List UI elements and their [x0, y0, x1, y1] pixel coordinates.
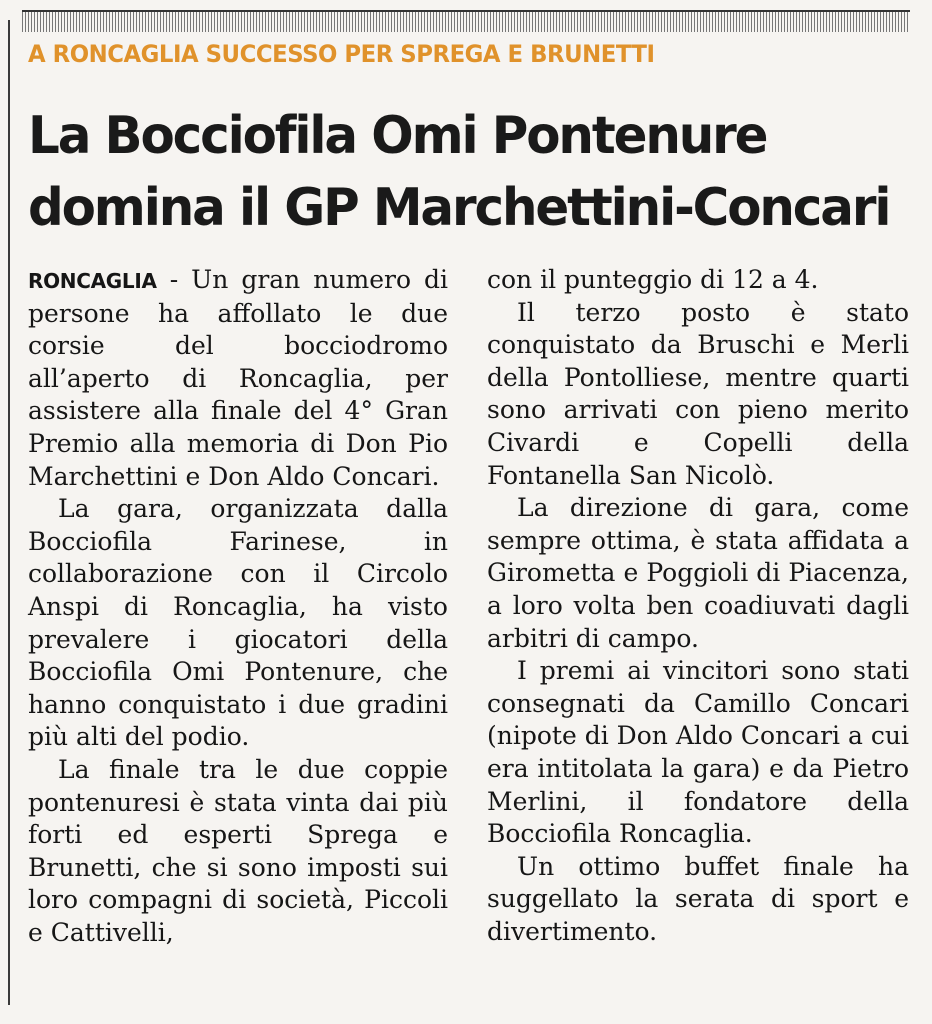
paragraph-3: La finale tra le due coppie pontenuresi è stata vinta dai più forti ed esperti Sprega e Brunetti, che si sono imposti sui loro compagni di società, Piccoli e Cattivelli,: [28, 754, 448, 947]
column-left: [28, 264, 448, 949]
dateline: RONCAGLIA: [28, 269, 157, 293]
top-rule-divider: [22, 10, 910, 32]
headline: [28, 100, 889, 244]
left-rule-divider: [8, 20, 10, 1005]
paragraph-7: Un ottimo buffet finale ha suggellato la serata di sport e divertimento.: [487, 851, 909, 946]
kicker: A RONCAGLIA SUCCESSO PER SPREGA E BRUNETTI: [28, 40, 655, 68]
headline-line-1: La Bocciofila Omi Pontenure: [28, 106, 767, 166]
paragraph-6: I premi ai vincitori sono stati consegnati da Camillo Concari (nipote di Don Aldo Concari a cui era intitolata la gara) e da Pietro Merlini, il fondatore della Bocciofila Roncaglia.: [487, 656, 909, 849]
column-right: [487, 264, 909, 948]
paragraph-2: La gara, organizzata dalla Bocciofila Farinese, in collaborazione con il Circolo Anspi di Roncaglia, ha visto prevalere i giocatori della Bocciofila Omi Pontenure, che hanno conquistato i due gradini più alti del podio.: [28, 494, 448, 752]
paragraph-5: La direzione di gara, come sempre ottima, è stata affidata a Girometta e Poggioli di Piacenza, a loro volta ben coadiuvati dagli arbitri di campo.: [487, 493, 909, 653]
paragraph-1-text: - Un gran numero di persone ha affollato le due corsie del bocciodromo all’aperto di Roncaglia, per assistere alla finale del 4° Gran Premio alla memoria di Don Pio Marchettini e Don Aldo Concari.: [28, 265, 448, 491]
paragraph-3-continued: con il punteggio di 12 a 4.: [487, 265, 819, 294]
paragraph-1: [28, 264, 448, 493]
paragraph-4: Il terzo posto è stato conquistato da Bruschi e Merli della Pontolliese, mentre quarti sono arrivati con pieno merito Civardi e Copelli della Fontanella San Nicolò.: [487, 297, 909, 490]
headline-line-2: domina il GP Marchettini-Concari: [28, 178, 890, 238]
